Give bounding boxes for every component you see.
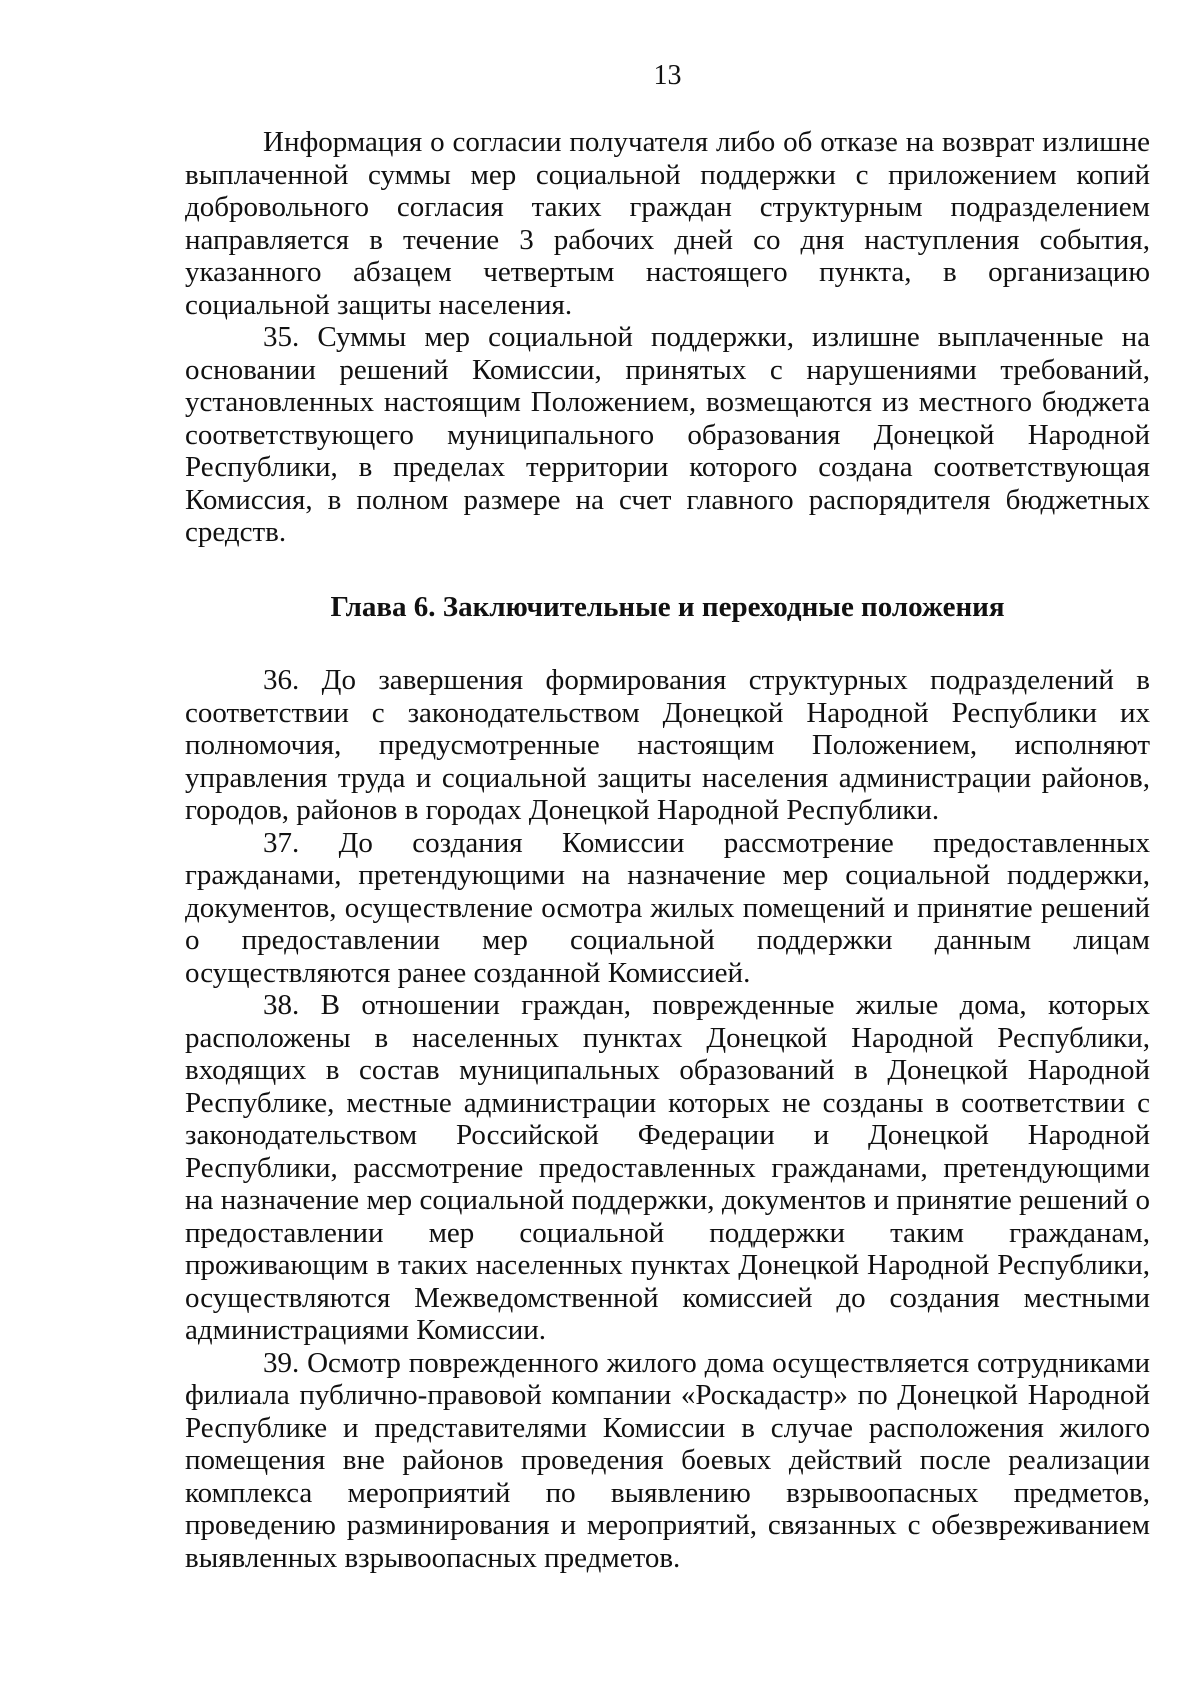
paragraph-36 [185,664,1150,827]
paragraph-consent-info [185,126,1150,321]
paragraph-number: 37. [263,826,300,859]
chapter-heading: Глава 6. Заключительные и переходные положения [330,590,1005,623]
paragraph-35 [185,321,1150,549]
paragraph-number: 35. [263,321,300,353]
paragraph-text: Осмотр поврежденного жилого дома осуществляется сотрудниками филиала публично-правовой компании «Роскадастр» по Донецкой Народной Республике и представителями Комиссии в случае расположения жилого помещения вне районов проведения боевых действий после реализации комплекса мероприятий по выявлению взрывоопасных предметов, проведению разминирования и мероприятий, связанных с обезвреживанием выявленных взрывоопасных предметов. [185,1346,1150,1574]
paragraph-39 [185,1347,1150,1575]
paragraph-text: Информация о согласии получателя либо об отказе на возврат излишне выплаченной суммы мер социальной поддержки с приложением копий добровольного согласия таких граждан структурным подразделением направляется в течение 3 рабочих дней со дня наступления события, указанного абзацем четвертым настоящего пункта, в организацию социальной защиты населения. [185,126,1150,321]
paragraph-text: Суммы мер социальной поддержки, излишне выплаченные на основании решений Комиссии, принятых с нарушениями требований, установленных настоящим Положением, возмещаются из местного бюджета соответствующего муниципального образования Донецкой Народной Республики, в пределах территории которого создана соответствующая Комиссия, в полном размере на счет главного распорядителя бюджетных средств. [185,321,1150,548]
paragraph-text: В отношении граждан, поврежденные жилые дома, которых расположены в населенных пунктах Донецкой Народной Республики, входящих в состав муниципальных образований в Донецкой Народной Республике, местные администрации которых не созданы в соответствии с законодательством Российской Федерации и Донецкой Народной Республики, рассмотрение предоставленных гражданами, претендующими на назначение мер социальной поддержки, документов и принятие решений о предоставлении мер социальной поддержки таким гражданам, проживающим в таких населенных пунктах Донецкой Народной Республики, осуществляются Межведомственной комиссией до создания местными администрациями Комиссии. [185,989,1150,1346]
paragraph-number: 39. [263,1346,300,1379]
paragraph-text: До создания Комиссии рассмотрение предоставленных гражданами, претендующими на назначение мер социальной поддержки, документов, осуществление осмотра жилых помещений и принятие решений о предоставлении мер социальной поддержки данным лицам осуществляются ранее созданной Комиссией. [185,826,1151,989]
page-number: 13 [653,60,682,91]
paragraph-37 [185,827,1150,990]
document-page [185,60,1150,1574]
paragraph-number: 38. [263,989,300,1021]
paragraph-number: 36. [263,664,300,696]
paragraph-38 [185,989,1150,1347]
paragraph-text: До завершения формирования структурных подразделений в соответствии с законодательством Донецкой Народной Республики их полномочия, предусмотренные настоящим Положением, исполняют управления труда и социальной защиты населения администрации районов, городов, районов в городах Донецкой Народной Республики. [185,664,1150,826]
